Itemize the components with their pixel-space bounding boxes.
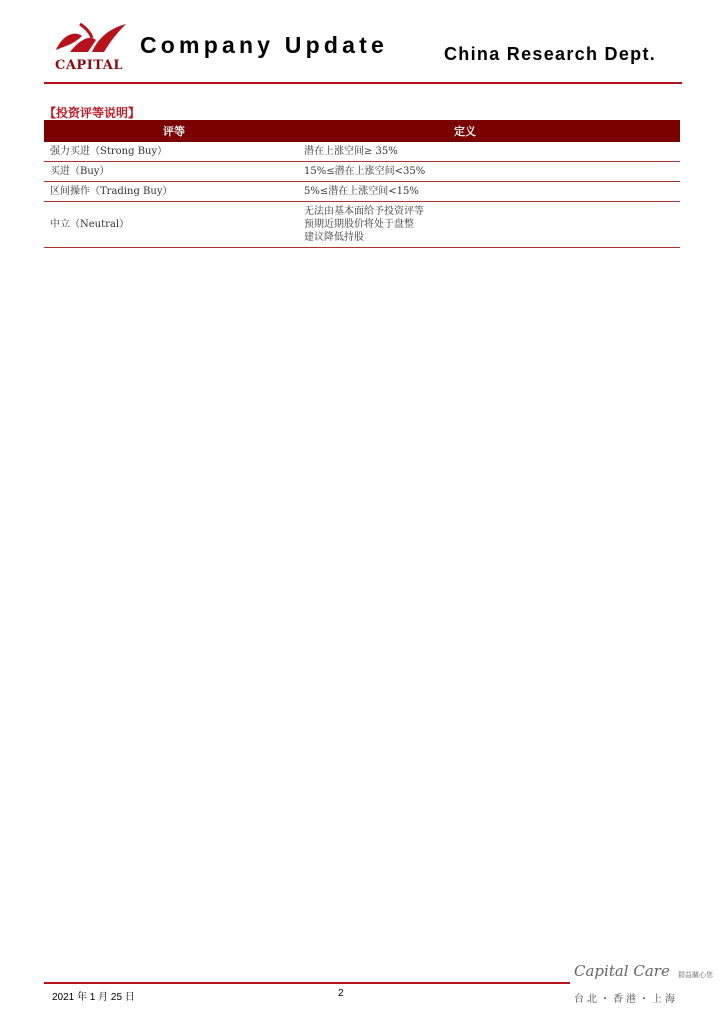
- definition-cell: [304, 202, 680, 248]
- footer-cities: 台北・香港・上海: [574, 994, 678, 1005]
- logo-text: CAPITAL: [55, 58, 123, 73]
- department-name: China Research Dept.: [444, 44, 657, 64]
- footer-divider: [44, 982, 570, 984]
- definition-line: 潜在上涨空间≥ 35%: [304, 146, 398, 157]
- table-row: [44, 162, 680, 182]
- header-divider: [44, 82, 682, 84]
- definition-line: 5%≤潜在上涨空间<15%: [304, 186, 419, 197]
- definition-cell: [304, 182, 680, 202]
- rating-cell: 强力买进（Strong Buy）: [44, 142, 304, 162]
- definition-line: 15%≤潜在上涨空间<35%: [304, 166, 426, 177]
- definition-line: 建议降低持股: [304, 232, 364, 243]
- table-row: [44, 202, 680, 248]
- rating-cell: 区间操作（Trading Buy）: [44, 182, 304, 202]
- footer-brand-logo: Capital Care: [574, 962, 670, 980]
- definition-cell: [304, 142, 680, 162]
- column-header-definition: 定义: [304, 120, 680, 142]
- document-title: Company Update: [140, 32, 388, 58]
- rating-cell: 中立（Neutral）: [44, 202, 304, 248]
- definition-cell: [304, 162, 680, 182]
- rating-cell: 买进（Buy）: [44, 162, 304, 182]
- definition-line: 预期近期股价将处于盘整: [304, 219, 414, 230]
- table-header-row: [44, 120, 680, 142]
- section-title: 【投资评等说明】: [44, 106, 141, 120]
- page-number: 2: [338, 988, 344, 999]
- footer-date: 2021 年 1 月 25 日: [52, 992, 135, 1003]
- footer-brand-tagline: 群益關心您: [678, 971, 713, 979]
- capital-logo: [44, 22, 134, 76]
- column-header-rating: 评等: [44, 120, 304, 142]
- definition-line: 无法由基本面给予投资评等: [304, 206, 424, 217]
- rating-definition-table: [44, 120, 680, 248]
- table-row: [44, 142, 680, 162]
- capital-logo-mark-icon: [52, 22, 128, 58]
- table-row: [44, 182, 680, 202]
